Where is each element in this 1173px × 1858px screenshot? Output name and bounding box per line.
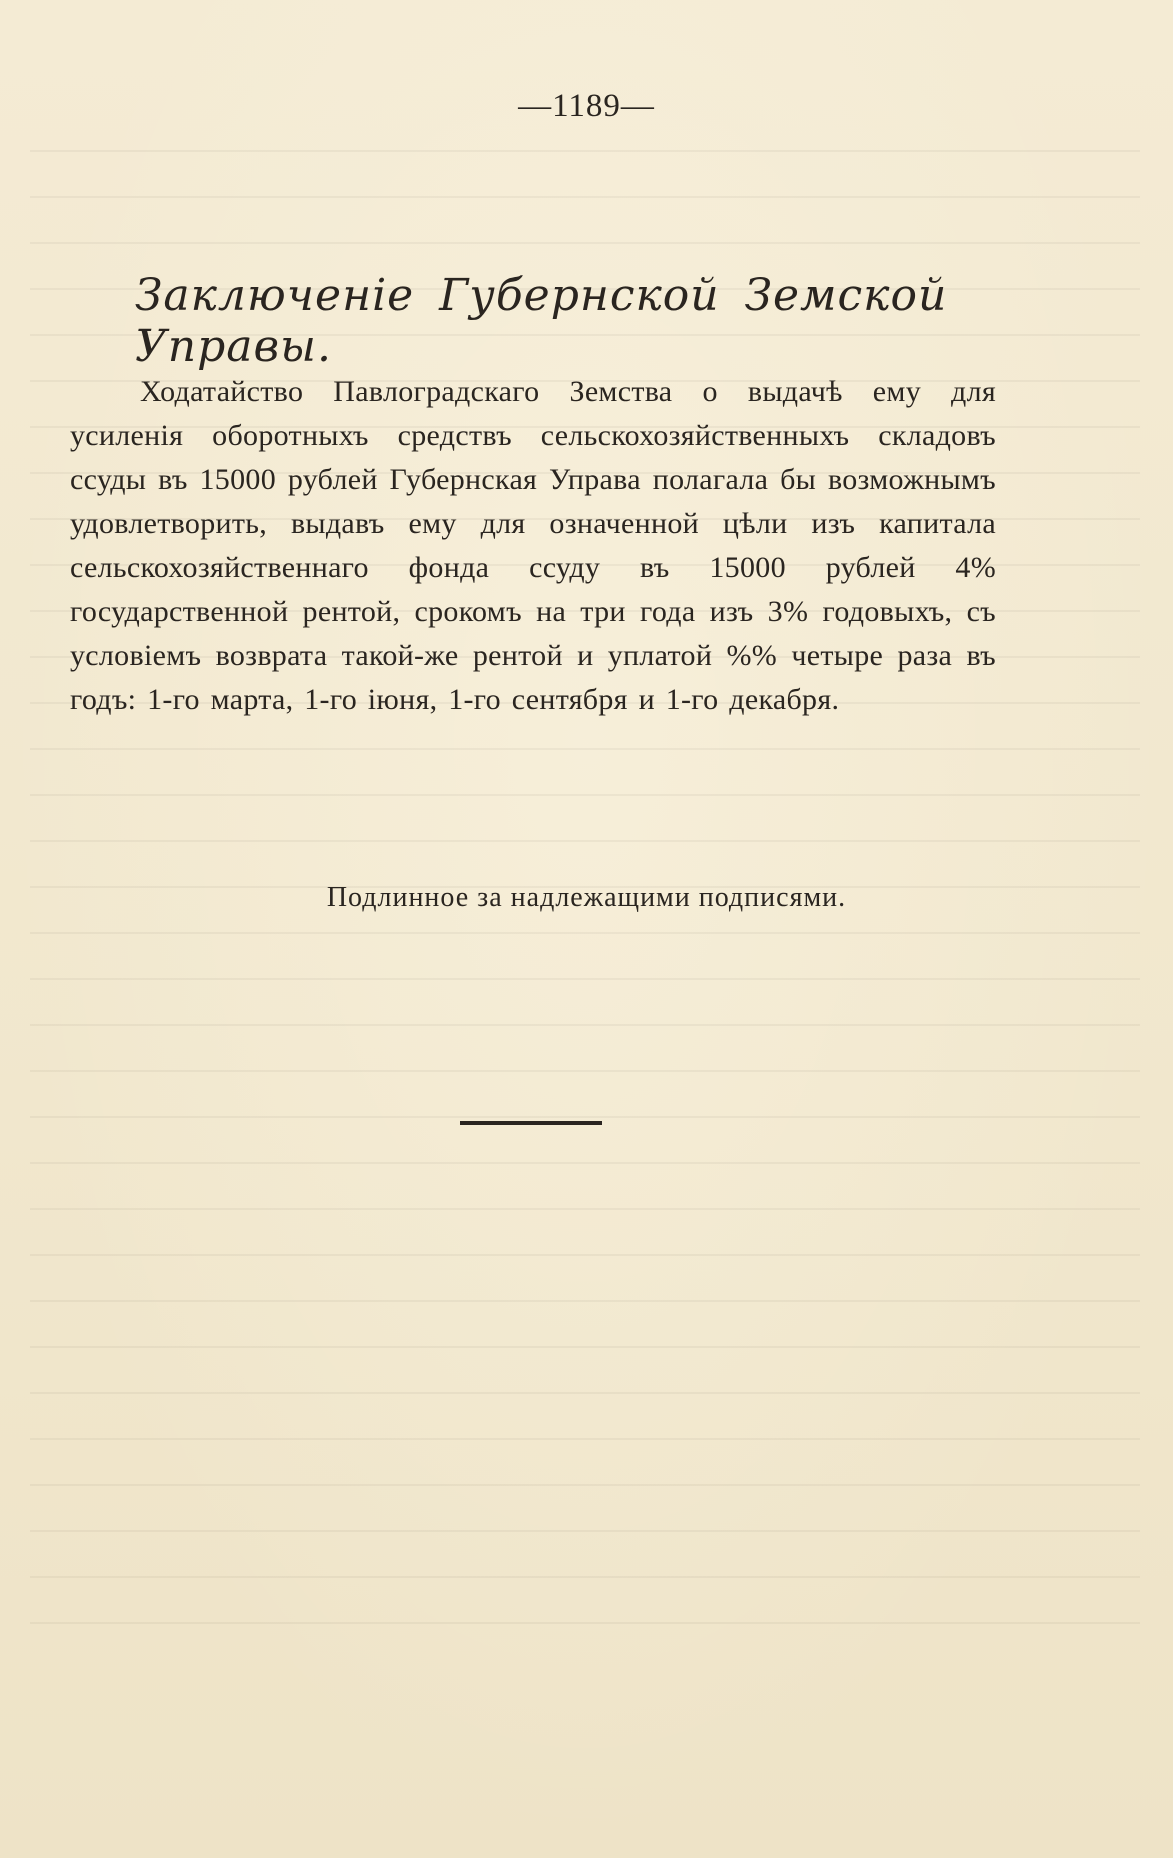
body-paragraph: Ходатайство Павлоградскаго Земства о выдачѣ ему для усиленія оборотныхъ средствъ сельскохозяйственныхъ складовъ ссуды въ 15000 рублей Губернская Управа полагала бы возможнымъ удовлетворить, выдавъ ему для означенной цѣли изъ капитала сельскохозяйственнаго фонда ссуду въ 15000 рублей 4% государственной рентой, срокомъ на три года изъ 3% годовыхъ, съ условіемъ возврата такой-же рентой и уплатой %% четыре раза въ годъ: 1-го марта, 1-го іюня, 1-го сентября и 1-го декабря.	[70, 375, 996, 716]
page-number: —1189—	[518, 88, 655, 124]
section-heading: Заключеніе Губернской Земской Управы.	[135, 270, 948, 372]
signature-note: Подлинное за надлежащими подписями.	[326, 882, 847, 913]
closing-rule	[460, 1121, 602, 1125]
